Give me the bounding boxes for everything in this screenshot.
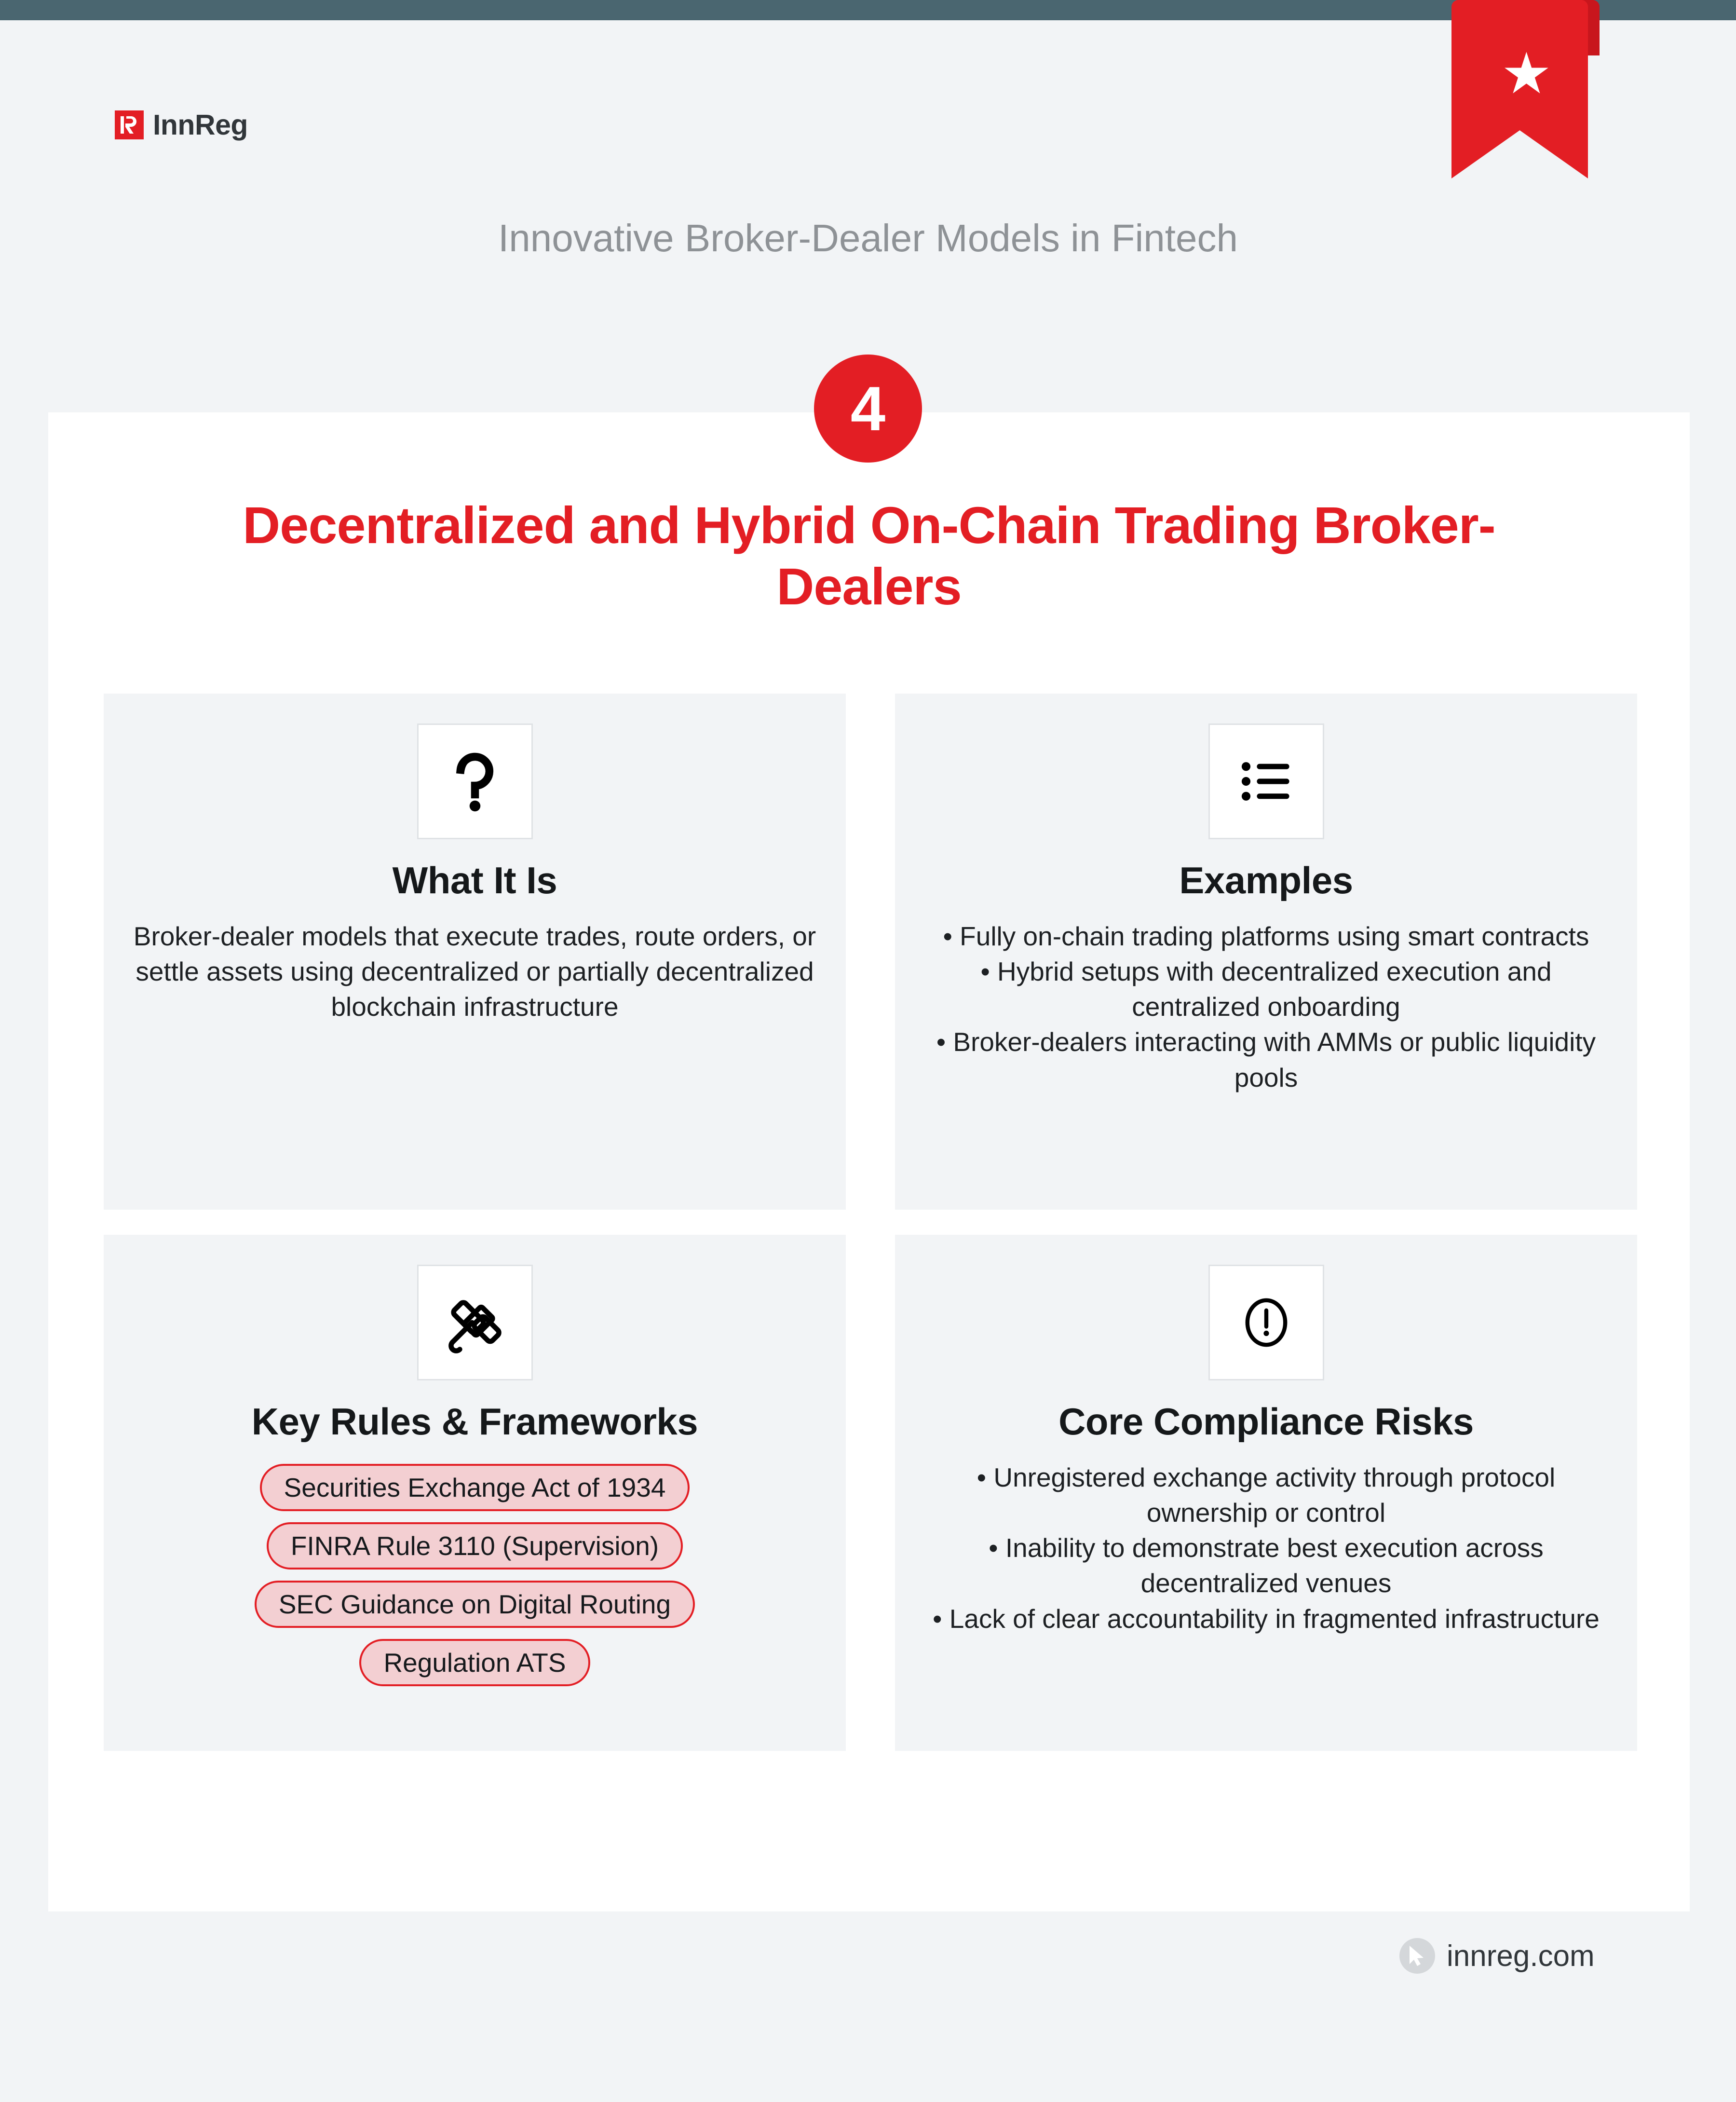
panel-compliance-risks	[895, 1235, 1637, 1751]
panel-body	[133, 919, 817, 1024]
warning-exclamation-icon	[1208, 1265, 1324, 1380]
list-item: • Inability to demonstrate best execution across decentralized venues	[989, 1533, 1544, 1598]
panel-paragraph: Broker-dealer models that execute trades, route orders, or settle assets using decentralized or partially decentralized blockchain infrastructure	[133, 921, 816, 1022]
list-item: • Hybrid setups with decentralized execution and centralized onboarding	[980, 956, 1552, 1022]
innreg-r-mark-icon	[115, 110, 144, 139]
star-icon: ★	[1501, 42, 1552, 106]
panel-grid	[104, 694, 1637, 1751]
rule-pill[interactable]: Securities Exchange Act of 1934	[260, 1464, 690, 1511]
rule-pill[interactable]: Regulation ATS	[359, 1639, 590, 1686]
rule-pill[interactable]: FINRA Rule 3110 (Supervision)	[267, 1522, 683, 1570]
footer-url-text: innreg.com	[1447, 1939, 1595, 1973]
panel-heading: Examples	[1179, 859, 1353, 901]
question-mark-icon	[417, 723, 533, 839]
page-subtitle: Innovative Broker-Dealer Models in Fintech	[498, 217, 1238, 259]
list-item: • Fully on-chain trading platforms using smart contracts	[943, 921, 1589, 951]
panel-what-it-is	[104, 694, 846, 1210]
brand-logo-text: InnReg	[153, 109, 248, 141]
panel-examples	[895, 694, 1637, 1210]
bullet-list-icon	[1208, 723, 1324, 839]
panel-key-rules	[104, 1235, 846, 1751]
panel-heading: Key Rules & Frameworks	[251, 1400, 698, 1443]
content-card	[48, 412, 1690, 1911]
bookmark-ribbon	[1451, 0, 1594, 178]
panel-body	[924, 919, 1609, 1095]
gavel-icon	[417, 1265, 533, 1380]
brand-logo[interactable]	[115, 109, 248, 141]
page-title: Decentralized and Hybrid On-Chain Trading Broker-Dealers	[243, 496, 1495, 616]
list-item: • Unregistered exchange activity through protocol ownership or control	[976, 1462, 1556, 1528]
panel-heading: Core Compliance Risks	[1058, 1400, 1474, 1443]
footer-link[interactable]	[1399, 1938, 1595, 1974]
rule-pill-list	[255, 1464, 695, 1686]
step-number-badge: 4	[814, 355, 922, 463]
panel-heading: What It Is	[392, 859, 557, 901]
rule-pill[interactable]: SEC Guidance on Digital Routing	[255, 1581, 695, 1628]
list-item: • Broker-dealers interacting with AMMs or public liquidity pools	[936, 1027, 1596, 1092]
panel-body	[924, 1460, 1609, 1637]
cursor-arrow-icon	[1399, 1938, 1435, 1974]
list-item: • Lack of clear accountability in fragmented infrastructure	[933, 1603, 1600, 1634]
